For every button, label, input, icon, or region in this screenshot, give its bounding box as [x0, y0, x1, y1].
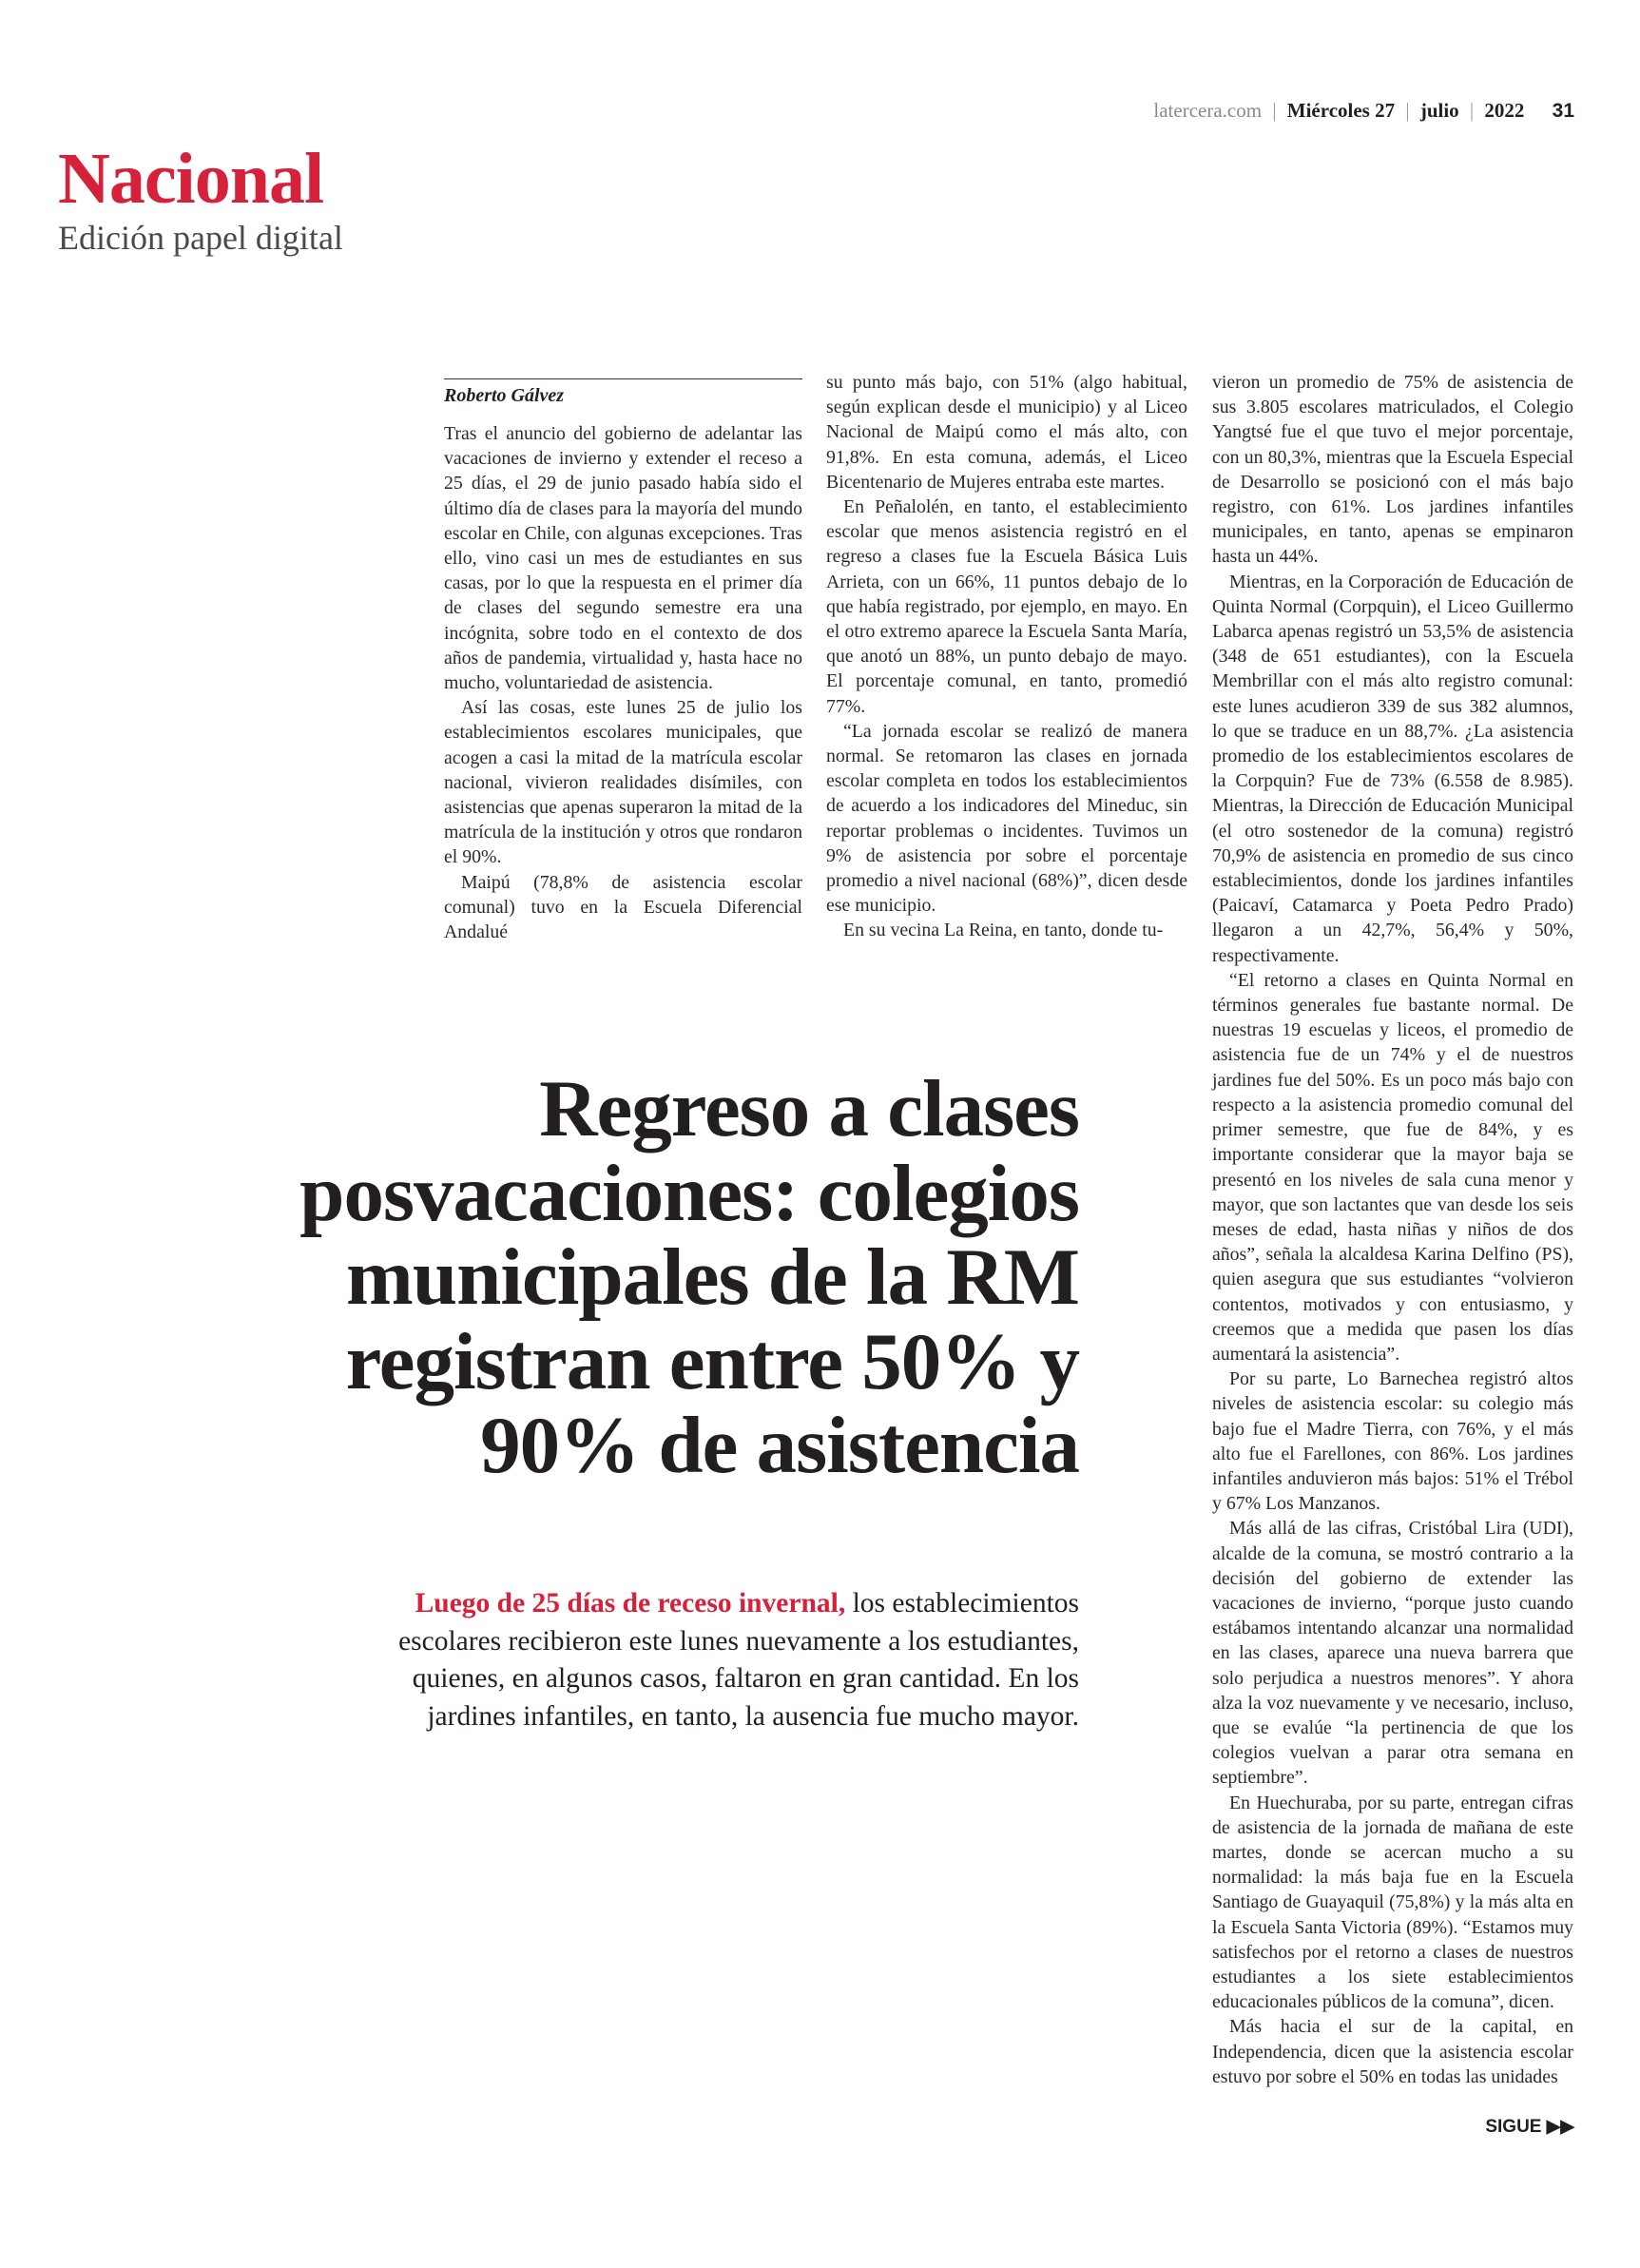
header-year: 2022 — [1484, 99, 1525, 122]
paragraph: Tras el anuncio del gobierno de adelantar las vacaciones de invierno y extender el receso a 25 días, el 29 de junio pasado había sido el último día de clases para la mayoría del mundo escolar en Chile, con algunas excepciones. Tras ello, vino casi un mes de estudiantes en sus casas, por lo que la respuesta en el primer día de clases del segundo semestre era una incógnita, sobre todo en el contexto de dos años de pandemia, virtualidad y, hasta hace no mucho, voluntariedad de asistencia. — [444, 423, 802, 694]
article-headline: Regreso a clases posvacaciones: colegios municipales de la RM registran entre 50% y 90% de asistencia — [299, 1064, 1079, 1490]
byline: Roberto Gálvez — [444, 378, 802, 407]
paragraph: Mientras, en la Corporación de Educación de Quinta Normal (Corpquin), el Liceo Guillermo Labarca apenas registró un 53,5% de asistencia (348 de 651 estudiantes), con la Escuela Membrillar con el más alto registro comunal: este lunes acudieron 339 de sus 382 alumnos, lo que se traduce en un 88,7%. ¿La asistencia promedio de los establecimientos escolares de la Corpquin? Fue de 73% (6.558 de 8.985). Mientras, la Dirección de Educación Municipal (el otro sostenedor de la comuna) registró 70,9% de asistencia en promedio de sus cinco establecimientos, donde los jardines infantiles (Paicaví, Catamarca y Poeta Pedro Prado) llegaron a un 42,7%, 56,4% y 50%, respectivamente. — [1212, 571, 1573, 966]
article-lead — [357, 1585, 1079, 1735]
paragraph: Más allá de las cifras, Cristóbal Lira (UDI), alcalde de la comuna, se mostró contrario a la decisión del gobierno de extender las vacaciones de invierno, “porque justo cuando estábamos intentando alcanzar una normalidad en las clases, aparece una nueva barrera que solo perjudica a nuestros menores”. Y ahora alza la voz nuevamente y ve necesario, incluso, que se evalúe “la pertinencia de que los colegios vuelvan a parar otra semana en septiembre”. — [1212, 1518, 1573, 1789]
lead-highlight: Luego de 25 días de receso invernal, — [415, 1588, 846, 1619]
paragraph: Más hacia el sur de la capital, en Independencia, dicen que la asistencia escolar estuvo por sobre el 50% en todas las unidades — [1212, 2016, 1573, 2087]
paragraph: En su vecina La Reina, en tanto, donde tu- — [843, 920, 1164, 941]
header-divider: | — [1405, 99, 1410, 122]
header-divider: | — [1272, 99, 1277, 122]
paragraph: En Peñalolén, en tanto, el establecimiento escolar que menos asistencia registró en el regreso a clases fue la Escuela Básica Luis Arrieta, con un 66%, 11 puntos debajo de lo que había registrado, por ejemplo, en mayo. En el otro extremo aparece la Escuela Santa María, que anotó un 88%, un punto debajo de mayo. El porcentaje comunal, en tanto, promedió 77%. — [826, 496, 1187, 717]
header-weekday: Miércoles 27 — [1286, 99, 1396, 122]
paragraph: En Huechuraba, por su parte, entregan cifras de asistencia de la jornada de mañana de este martes, donde se acercan mucho a su normalidad: la más baja fue en la Escuela Santiago de Guayaquil (75,8%) y la más alta en la Escuela Santa Victoria (89%). “Estamos muy satisfechos por el retorno a clases de nuestros estudiantes a los siete establecimientos educacionales públicos de la comuna”, dicen. — [1212, 1792, 1573, 2013]
paragraph: “El retorno a clases en Quinta Normal en términos generales fue bastante normal. De nuestras 19 escuelas y liceos, el promedio de asistencia fue de un 74% y el de nuestros jardines fue del 50%. Es un poco más bajo con respecto a la asistencia promedio comunal del primer semestre, que fue de 84%, y es importante considerar que la mayor baja se presentó en los niveles de sala cuna menor y mayor, que son lactantes que van desde los seis meses de edad, hasta niñas y niños de dos años”, señala la alcaldesa Karina Delfino (PS), quien asegura que sus estudiantes “volvieron contentos, motivados y con entusiasmo, y creemos que a medida que pasen los días aumentará la asistencia”. — [1212, 969, 1573, 1365]
page-header — [1153, 99, 1574, 123]
paragraph: Maipú (78,8% de asistencia escolar comunal) tuvo en la Escuela Diferencial Andalué — [444, 871, 802, 943]
article-column-1 — [444, 421, 802, 944]
continue-indicator: SIGUE ▶▶ — [1485, 2117, 1574, 2137]
paragraph: su punto más bajo, con 51% (algo habitual, según explican desde el municipio) y al Liceo Nacional de Maipú como el más alto, con 91,8%. En esta comuna, además, el Liceo Bicentenario de Mujeres entraba este martes. — [826, 372, 1187, 493]
article-column-3 — [1212, 370, 1573, 2089]
paragraph: vieron un promedio de 75% de asistencia de sus 3.805 escolares matriculados, el Colegio Yangtsé fue el que tuvo el mejor porcentaje, con un 80,3%, mientras que la Escuela Especial de Desarrollo se posicionó con el más bajo registro, con 61%. Los jardines infantiles municipales, en tanto, apenas se empinaron hasta un 44%. — [1212, 372, 1573, 568]
page-number: 31 — [1552, 100, 1574, 122]
article-column-2 — [826, 370, 1187, 943]
lead-text: los establecimientos escolares recibieron este lunes nuevamente a los estudiantes, quienes, en algunos casos, faltaron en gran cantidad. En los jardines infantiles, en tanto, la ausencia fue mucho mayor. — [398, 1588, 1079, 1732]
paragraph: Por su parte, Lo Barnechea registró altos niveles de asistencia escolar: su colegio más bajo fue el Madre Tierra, con 76%, y el más alto fue el Farellones, con 86%. Los jardines infantiles anduvieron más bajos: 51% el Trébol y 67% Los Manzanos. — [1212, 1368, 1573, 1515]
header-divider: | — [1469, 99, 1475, 122]
paragraph: “La jornada escolar se realizó de manera normal. Se retomaron las clases en jornada escolar completa en todos los establecimientos de acuerdo a los indicadores del Mineduc, sin reportar problemas o incidentes. Tuvimos un 9% de asistencia por sobre el porcentaje promedio a nivel nacional (68%)”, dicen desde ese municipio. — [826, 720, 1187, 917]
section-title: Nacional — [58, 139, 324, 219]
paragraph: Así las cosas, este lunes 25 de julio los establecimientos escolares municipales, que acogen a casi la mitad de la matrícula escolar nacional, vivieron realidades disímiles, con asistencias que apenas superaron la mitad de la matrícula de la institución y otros que rondaron el 90%. — [444, 697, 802, 868]
section-subtitle: Edición papel digital — [58, 219, 343, 257]
header-month: julio — [1419, 99, 1459, 122]
site-name: latercera.com — [1153, 99, 1263, 122]
